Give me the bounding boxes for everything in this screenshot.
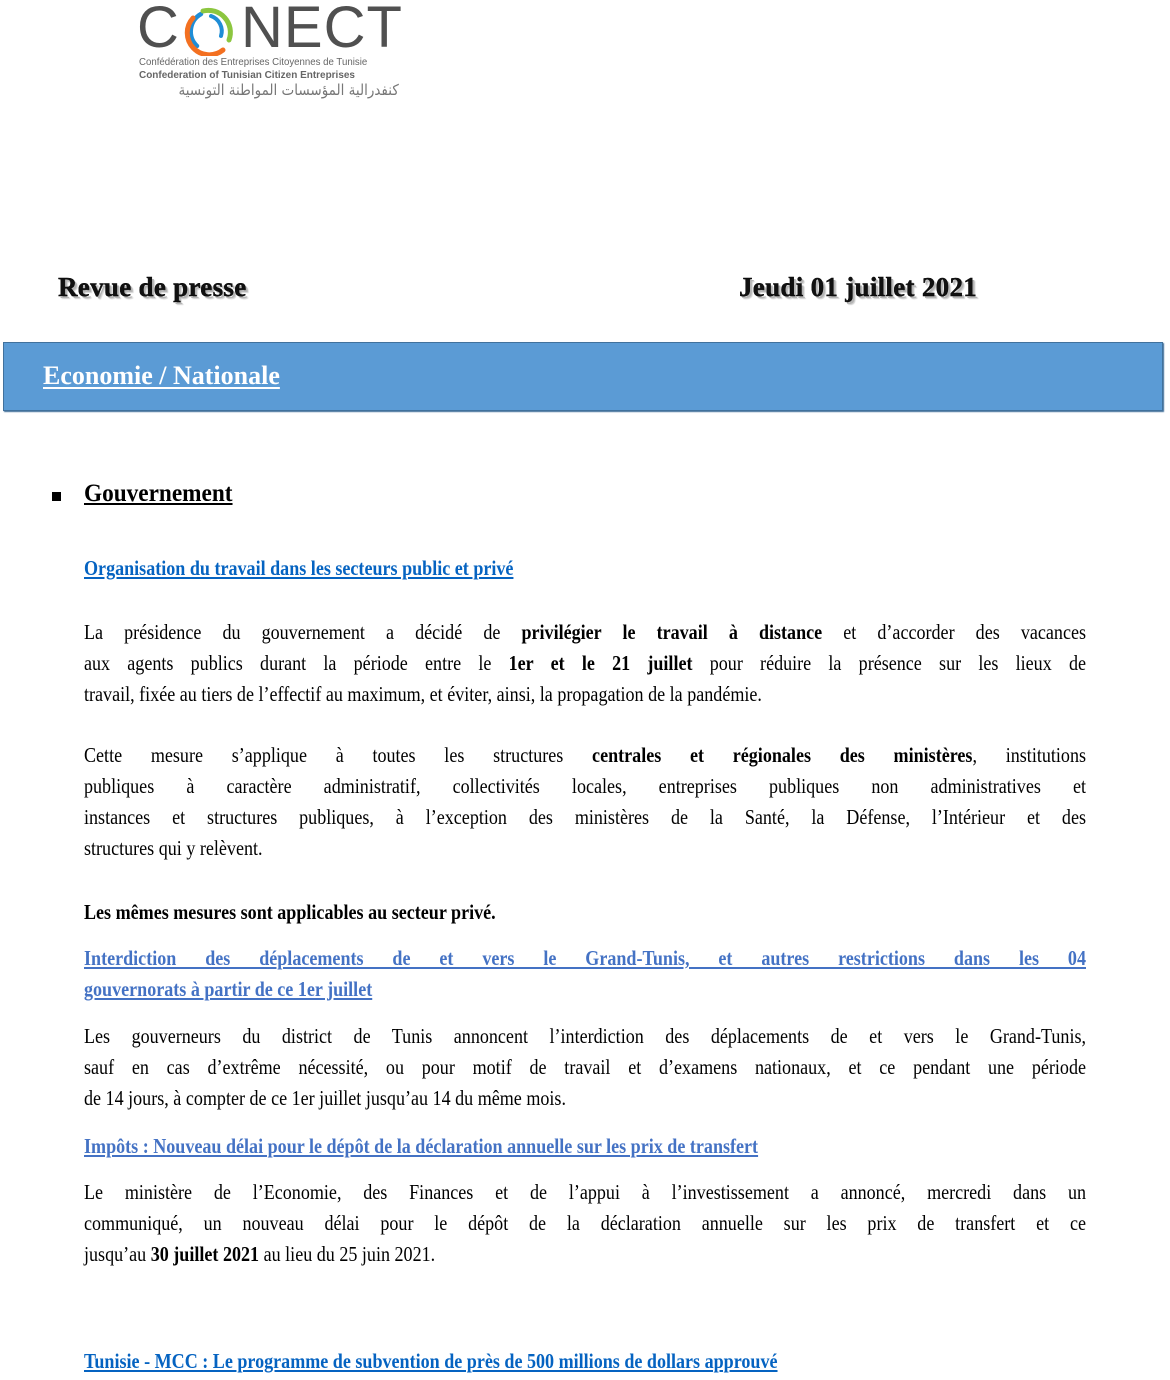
logo-letters-nect: NECT (241, 0, 403, 60)
text-run: publiques à caractère administratif, collectivités locales, entreprises publiques non administratives et (84, 774, 1087, 798)
line-text (84, 946, 1086, 970)
article-heading-link[interactable]: Interdiction des déplacements de et vers le Grand-Tunis, et autres restrictions dans les 04 (84, 946, 1086, 970)
paragraph-line (84, 774, 1086, 798)
line-text (84, 1180, 1086, 1204)
line-text (84, 743, 1086, 767)
conect-logo (137, 0, 403, 102)
square-bullet-icon (52, 492, 61, 501)
text-run: au lieu du 25 juin 2021. (259, 1242, 436, 1266)
paragraph-line (84, 805, 1086, 829)
line-text (84, 651, 1086, 675)
bold-text: 30 juillet 2021 (150, 1242, 260, 1266)
text-run: travail, fixée au tiers de l’effectif au maximum, et éviter, ainsi, la propagation de la pandémie. (84, 682, 762, 706)
category-banner (3, 342, 1163, 411)
text-run: aux agents publics durant la période entre le (84, 651, 509, 675)
article-heading-link[interactable]: Organisation du travail dans les secteurs public et privé (84, 556, 514, 580)
line-text (84, 682, 762, 706)
text-run: Le ministère de l’Economie, des Finances et de l’appui à l’investissement a annoncé, mercredi dans un (84, 1180, 1087, 1204)
paragraph-line (84, 1211, 1086, 1235)
logo-tagline-ar: كنفدرالية المؤسسات المواطنة التونسية (178, 81, 399, 99)
line-text (84, 1024, 1086, 1048)
line-text (84, 774, 1086, 798)
article-heading-line (84, 946, 1086, 970)
line-text (84, 556, 513, 580)
article-heading-link[interactable]: Impôts : Nouveau délai pour le dépôt de la déclaration annuelle sur les prix de transfert (84, 1134, 759, 1158)
text-run: , institutions (972, 743, 1087, 767)
paragraph-line (84, 651, 1086, 675)
text-run: sauf en cas d’extrême nécessité, ou pour motif de travail et d’examens nationaux, et ce pendant une période (84, 1055, 1086, 1079)
line-text (84, 1086, 566, 1110)
text-run: Cette mesure s’applique à toutes les structures (84, 743, 593, 767)
line-text (84, 620, 1086, 644)
paragraph-line (84, 1086, 1086, 1110)
bold-text: centrales et régionales des ministères (592, 743, 973, 767)
text-run: communiqué, un nouveau délai pour le dépôt de la déclaration annuelle sur les prix de transfert et ce (84, 1211, 1086, 1235)
category-title[interactable]: Economie / Nationale (43, 361, 280, 390)
text-run: et d’accorder des vacances (822, 620, 1087, 644)
paragraph-line (84, 1055, 1086, 1079)
article-heading-line (84, 556, 1086, 580)
line-text (84, 1242, 435, 1266)
text-run: pour réduire la présence sur les lieux de (692, 651, 1087, 675)
line-text (84, 977, 372, 1001)
logo-letter-c: C (137, 0, 180, 60)
text-run: instances et structures publiques, à l’exception des ministères de la Santé, la Défense, l’Intérieur et des (84, 805, 1087, 829)
line-text (84, 1134, 758, 1158)
article-heading-line (84, 1134, 1086, 1158)
line-text (84, 836, 263, 860)
paragraph-line (84, 836, 1086, 860)
logo-ring-icon (183, 6, 239, 56)
text-run: Les gouverneurs du district de Tunis annoncent l’interdiction des déplacements de et vers le Grand-Tunis, (84, 1024, 1087, 1048)
line-text (84, 1349, 778, 1373)
paragraph-line (84, 1024, 1086, 1048)
bold-text: Les mêmes mesures sont applicables au secteur privé. (84, 900, 496, 924)
bold-text: 1er et le 21 juillet (508, 651, 693, 675)
publication-date: Jeudi 01 juillet 2021 (739, 272, 978, 302)
line-text (84, 1055, 1086, 1079)
article-heading-line (84, 1349, 1086, 1373)
text-run: de 14 jours, à compter de ce 1er juillet jusqu’au 14 du même mois. (84, 1086, 566, 1110)
article-heading-line (84, 977, 1086, 1001)
paragraph-line (84, 682, 1086, 706)
text-run: La présidence du gouvernement a décidé de (84, 620, 522, 644)
paragraph-line (84, 1242, 1086, 1266)
paragraph-line (84, 620, 1086, 644)
article-heading-link[interactable]: Tunisie - MCC : Le programme de subvention de près de 500 millions de dollars approuvé (84, 1349, 778, 1373)
publication-title: Revue de presse (58, 272, 247, 302)
logo-wordmark (137, 0, 403, 60)
article-heading-link[interactable]: gouvernorats à partir de ce 1er juillet (84, 977, 373, 1001)
line-text (84, 805, 1086, 829)
section-title: Gouvernement (84, 480, 233, 507)
paragraph-line (84, 1180, 1086, 1204)
bold-text: privilégier le travail à distance (521, 620, 823, 644)
text-run: jusqu’au (84, 1242, 151, 1266)
logo-tagline-en: Confederation of Tunisian Citizen Entreprises (139, 69, 355, 81)
logo-tagline-fr: Confédération des Entreprises Citoyennes de Tunisie (139, 56, 368, 68)
text-run: structures qui y relèvent. (84, 836, 263, 860)
paragraph-line (84, 743, 1086, 767)
line-text (84, 1211, 1086, 1235)
paragraph-line (84, 900, 1086, 924)
line-text (84, 900, 496, 924)
